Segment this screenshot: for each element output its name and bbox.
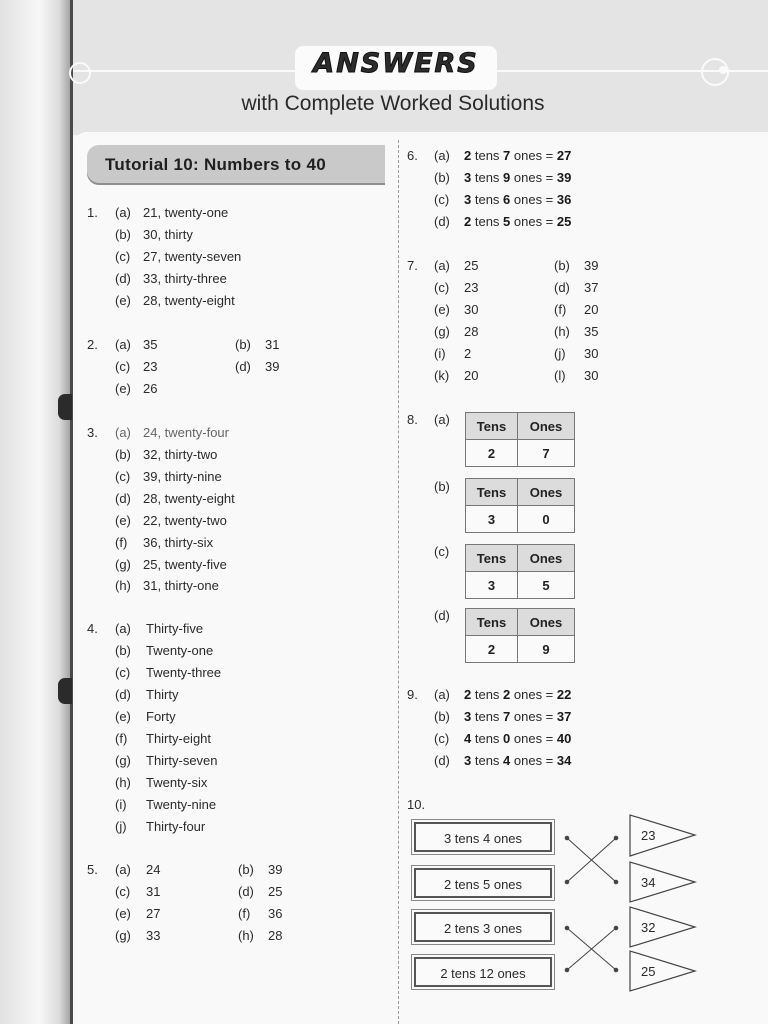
- part-label: (h): [238, 928, 254, 943]
- answer-text: 2: [464, 346, 472, 361]
- part-label: (d): [115, 687, 131, 702]
- answer-text: 37: [584, 280, 599, 295]
- tens-cell: 2: [466, 440, 518, 467]
- part-label: (a): [115, 862, 131, 877]
- part-label: (c): [434, 731, 450, 746]
- answer-text: 36, thirty-six: [143, 535, 214, 550]
- answer-text: 23: [143, 359, 158, 374]
- question-number: 5.: [87, 862, 98, 877]
- answer-text: 2 tens 2 ones = 22: [464, 687, 572, 702]
- answer-text: 2 tens 5 ones = 25: [464, 214, 572, 229]
- answer-text: 20: [584, 302, 599, 317]
- answer-text: Forty: [146, 709, 176, 724]
- answer-text: 35: [584, 324, 599, 339]
- answer-text: Thirty: [146, 687, 179, 702]
- tens-cell: 3: [466, 572, 518, 599]
- question-number: 7.: [407, 258, 418, 273]
- part-label: (i): [115, 797, 127, 812]
- part-label: (a): [434, 148, 450, 163]
- part-label: (e): [434, 302, 450, 317]
- answer-text: 3 tens 4 ones = 34: [464, 753, 572, 768]
- match-dot: [565, 880, 569, 884]
- flag-number: 25: [641, 964, 656, 979]
- part-label: (c): [115, 884, 131, 899]
- part-label: (c): [434, 280, 450, 295]
- part-label: (a): [115, 205, 131, 220]
- ones-cell: 5: [517, 572, 574, 599]
- part-label: (a): [434, 258, 450, 273]
- part-label: (c): [434, 544, 450, 559]
- answer-text: Twenty-nine: [146, 797, 217, 812]
- table-header-tens: Tens: [466, 609, 518, 636]
- part-label: (e): [115, 906, 131, 921]
- number-flag: [630, 815, 695, 856]
- part-label: (b): [238, 862, 254, 877]
- part-label: (e): [115, 709, 131, 724]
- part-label: (b): [115, 643, 131, 658]
- table-header-ones: Ones: [517, 479, 574, 506]
- question-number: 6.: [407, 148, 418, 163]
- answer-text: 23: [464, 280, 479, 295]
- match-dot: [614, 968, 618, 972]
- question-number: 2.: [87, 337, 98, 352]
- answer-text: 28: [268, 928, 283, 943]
- number-flag: [630, 907, 695, 947]
- part-label: (e): [115, 513, 131, 528]
- answer-text: Thirty-five: [146, 621, 204, 636]
- tens-cell: 3: [466, 506, 518, 533]
- part-label: (c): [434, 192, 450, 207]
- part-label: (c): [115, 665, 131, 680]
- part-label: (b): [434, 479, 450, 494]
- answer-text: 25: [464, 258, 479, 273]
- part-label: (l): [554, 368, 566, 383]
- answer-text: 24: [146, 862, 161, 877]
- answer-text: 31: [146, 884, 161, 899]
- part-label: (a): [434, 687, 450, 702]
- answer-text: 3 tens 7 ones = 37: [464, 709, 572, 724]
- answer-text: 4 tens 0 ones = 40: [464, 731, 572, 746]
- part-label: (f): [115, 731, 128, 746]
- part-label: (j): [115, 819, 127, 834]
- answer-text: 30: [584, 346, 599, 361]
- part-label: (f): [238, 906, 251, 921]
- part-label: (a): [115, 337, 131, 352]
- part-label: (h): [115, 775, 131, 790]
- binder-hole: [58, 678, 72, 704]
- answer-text: 26: [143, 381, 158, 396]
- part-label: (h): [554, 324, 570, 339]
- part-label: (b): [434, 170, 450, 185]
- answer-text: Thirty-seven: [146, 753, 218, 768]
- match-box: 3 tens 4 ones: [414, 822, 552, 852]
- match-dot: [565, 926, 569, 930]
- match-dot: [565, 968, 569, 972]
- part-label: (d): [554, 280, 570, 295]
- match-dot: [614, 880, 618, 884]
- matching-lines: [73, 0, 768, 1024]
- answer-text: 25: [268, 884, 283, 899]
- tens-cell: 2: [466, 636, 518, 663]
- answer-text: 32, thirty-two: [143, 447, 218, 462]
- table-header-tens: Tens: [466, 545, 518, 572]
- question-number: 9.: [407, 687, 418, 702]
- ones-cell: 9: [517, 636, 574, 663]
- number-flag: [630, 951, 695, 991]
- ones-cell: 7: [517, 440, 574, 467]
- part-label: (f): [115, 535, 128, 550]
- match-dot: [614, 836, 618, 840]
- question-number: 8.: [407, 412, 418, 427]
- part-label: (d): [238, 884, 254, 899]
- table-header-ones: Ones: [517, 545, 574, 572]
- part-label: (g): [434, 324, 450, 339]
- answer-text: 31, thirty-one: [143, 578, 219, 593]
- part-label: (g): [115, 753, 131, 768]
- part-label: (d): [115, 271, 131, 286]
- part-label: (e): [115, 381, 131, 396]
- part-label: (d): [434, 753, 450, 768]
- flag-number: 34: [641, 875, 656, 890]
- part-label: (i): [434, 346, 446, 361]
- part-label: (g): [115, 928, 131, 943]
- part-label: (d): [235, 359, 251, 374]
- match-box: 2 tens 12 ones: [414, 957, 552, 987]
- answer-text: 33: [146, 928, 161, 943]
- answer-text: 27, twenty-seven: [143, 249, 242, 264]
- answer-text: Thirty-eight: [146, 731, 212, 746]
- page: [73, 0, 768, 1024]
- binder-hole: [58, 394, 72, 420]
- part-label: (d): [434, 214, 450, 229]
- answer-text: 24, twenty-four: [143, 425, 229, 440]
- answers-title: ANSWERS: [313, 48, 479, 79]
- table-header-tens: Tens: [466, 413, 518, 440]
- answer-text: 33, thirty-three: [143, 271, 227, 286]
- answer-text: 3 tens 6 ones = 36: [464, 192, 572, 207]
- match-box: 2 tens 3 ones: [414, 912, 552, 942]
- answer-text: 28, twenty-eight: [143, 293, 235, 308]
- answer-text: Twenty-three: [146, 665, 222, 680]
- question-number: 1.: [87, 205, 98, 220]
- answer-text: 21, twenty-one: [143, 205, 229, 220]
- question-number: 3.: [87, 425, 98, 440]
- answer-text: Twenty-six: [146, 775, 208, 790]
- part-label: (a): [115, 425, 131, 440]
- part-label: (d): [434, 608, 450, 623]
- part-label: (b): [115, 447, 131, 462]
- part-label: (a): [434, 412, 450, 427]
- part-label: (c): [115, 469, 131, 484]
- part-label: (d): [115, 491, 131, 506]
- part-label: (c): [115, 359, 131, 374]
- part-label: (c): [115, 249, 131, 264]
- answer-text: 3 tens 9 ones = 39: [464, 170, 572, 185]
- table-header-ones: Ones: [517, 413, 574, 440]
- answer-text: 2 tens 7 ones = 27: [464, 148, 572, 163]
- answer-text: 30, thirty: [143, 227, 193, 242]
- part-label: (g): [115, 557, 131, 572]
- part-label: (b): [115, 227, 131, 242]
- table-header-ones: Ones: [517, 609, 574, 636]
- tutorial-title: Tutorial 10: Numbers to 40: [105, 155, 326, 174]
- answer-text: 39: [265, 359, 280, 374]
- match-dot: [614, 926, 618, 930]
- part-label: (a): [115, 621, 131, 636]
- answer-text: Twenty-one: [146, 643, 214, 658]
- table-header-tens: Tens: [466, 479, 518, 506]
- answer-text: 28: [464, 324, 479, 339]
- answer-text: Thirty-four: [146, 819, 206, 834]
- flag-number: 32: [641, 920, 656, 935]
- answer-text: 36: [268, 906, 283, 921]
- match-dot: [565, 836, 569, 840]
- match-box: 2 tens 5 ones: [414, 868, 552, 898]
- answer-text: 35: [143, 337, 158, 352]
- part-label: (b): [235, 337, 251, 352]
- ones-cell: 0: [517, 506, 574, 533]
- question-number: 10.: [407, 797, 426, 812]
- part-label: (b): [434, 709, 450, 724]
- part-label: (k): [434, 368, 450, 383]
- flag-number: 23: [641, 828, 656, 843]
- answer-text: 30: [584, 368, 599, 383]
- answer-text: 31: [265, 337, 280, 352]
- answer-text: 39: [268, 862, 283, 877]
- answer-text: 22, twenty-two: [143, 513, 227, 528]
- number-flag: [630, 862, 695, 902]
- part-label: (h): [115, 578, 131, 593]
- part-label: (j): [554, 346, 566, 361]
- answer-text: 30: [464, 302, 479, 317]
- subtitle: with Complete Worked Solutions: [241, 92, 545, 115]
- answer-text: 28, twenty-eight: [143, 491, 235, 506]
- question-number: 4.: [87, 621, 98, 636]
- answer-text: 20: [464, 368, 479, 383]
- answer-text: 39: [584, 258, 599, 273]
- book-binding: [0, 0, 72, 1024]
- part-label: (e): [115, 293, 131, 308]
- answer-text: 25, twenty-five: [143, 557, 227, 572]
- answer-text: 27: [146, 906, 161, 921]
- part-label: (b): [554, 258, 570, 273]
- answer-text: 39, thirty-nine: [143, 469, 222, 484]
- part-label: (f): [554, 302, 567, 317]
